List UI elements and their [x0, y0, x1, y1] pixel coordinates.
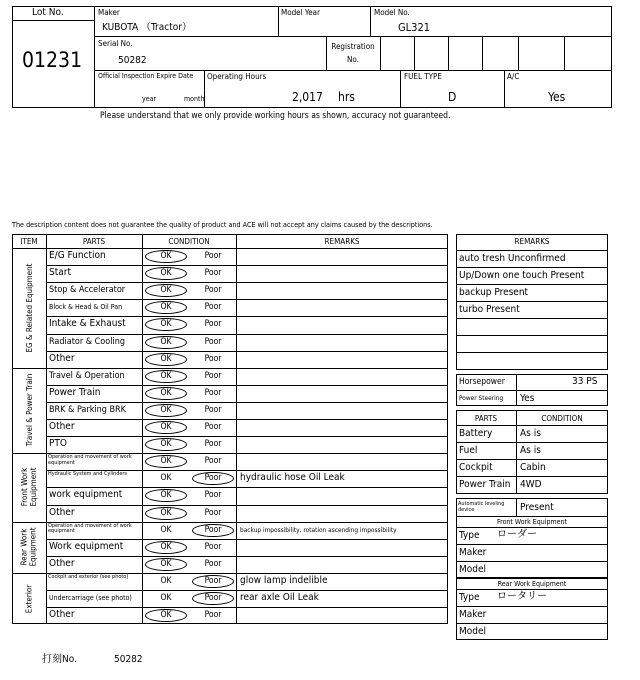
side-part: Power Train — [459, 479, 511, 490]
side-remarks-title: REMARKS — [514, 237, 550, 246]
condition-poor: Poor — [204, 610, 222, 621]
condition-ok: OK — [145, 387, 187, 400]
condition-poor: Poor — [204, 507, 222, 518]
part-label: Cockpit and exterior (see photo) — [48, 573, 129, 580]
col-remarks: REMARKS — [324, 237, 360, 246]
remark-text: rear axle Oil Leak — [240, 592, 319, 603]
item-group-label: Travel & Power Train — [24, 374, 34, 447]
condition-ok: OK — [160, 524, 172, 535]
part-label: Other — [49, 421, 75, 432]
col-condition: CONDITION — [168, 237, 210, 246]
maker-value: KUBOTA （Tractor） — [102, 22, 192, 33]
stamp-value: 50282 — [114, 654, 143, 665]
part-label: PTO — [49, 438, 67, 450]
front-model-label: Model — [459, 564, 487, 575]
side-remark: turbo Present — [459, 304, 520, 315]
part-label: Radiator & Cooling — [49, 336, 125, 347]
col-item: ITEM — [20, 237, 38, 246]
part-label: Power Train — [49, 386, 101, 398]
condition-ok: OK — [145, 353, 187, 366]
condition-poor: Poor — [204, 353, 222, 364]
rear-model-label: Model — [459, 626, 487, 637]
part-label: Operation and movement of work equipment — [48, 522, 132, 535]
condition-ok: OK — [160, 593, 172, 603]
item-group-label: Rear Work Equipment — [19, 527, 38, 567]
condition-ok: OK — [145, 370, 187, 383]
side-remark: backup Present — [459, 287, 529, 298]
condition-poor: Poor — [204, 439, 222, 450]
hours-notice: Please understand that we only provide working hours as shown, accuracy not guaranteed. — [100, 111, 451, 121]
part-label: E/G Function — [49, 250, 106, 261]
horsepower-value: 33 PS — [572, 376, 598, 387]
part-label: Other — [49, 352, 75, 364]
hours-value: 2,017 — [292, 90, 323, 104]
side-part: Battery — [459, 428, 493, 439]
part-label: Intake & Exhaust — [49, 318, 126, 330]
model-no-label: Model No. — [374, 8, 410, 17]
horsepower-label: Horsepower — [459, 377, 505, 387]
side-condition: Cabin — [520, 462, 546, 473]
part-label: BRK & Parking BRK — [49, 404, 126, 415]
part-label: Hydraulic System and Cylinders — [48, 471, 128, 478]
hours-unit: hrs — [338, 90, 355, 104]
condition-ok: OK — [145, 250, 187, 263]
ac-label: A/C — [507, 72, 520, 81]
condition-poor: Poor — [192, 592, 234, 605]
part-label: Stop & Accelerator — [49, 285, 126, 296]
condition-poor: Poor — [204, 319, 222, 330]
condition-poor: Poor — [204, 456, 222, 467]
condition-ok: OK — [145, 404, 187, 417]
maker-label: Maker — [98, 8, 120, 17]
year-label: year — [142, 95, 157, 103]
condition-poor: Poor — [204, 268, 222, 279]
remark-text: hydraulic hose Oil Leak — [240, 472, 345, 484]
inspection-label: Official Inspection Expire Date — [98, 72, 194, 80]
ac-value: Yes — [548, 90, 566, 104]
part-label: Work equipment — [49, 540, 124, 552]
part-label: Block & Head & Oil Pan — [49, 303, 123, 312]
stamp-label: 打刻No. — [42, 654, 77, 665]
condition-poor: Poor — [204, 558, 222, 569]
part-label: Other — [49, 557, 75, 569]
side-condition: As is — [520, 428, 541, 439]
item-group-label: Front Work Equipment — [20, 467, 39, 507]
condition-ok: OK — [145, 318, 187, 331]
condition-ok: OK — [145, 284, 187, 297]
side-remark: auto tresh Unconfirmed — [459, 253, 566, 264]
condition-poor: Poor — [204, 387, 222, 398]
side-parts-label: PARTS — [474, 414, 498, 423]
part-label: Operation and movement of work equipment — [48, 454, 132, 466]
condition-poor: Poor — [204, 370, 222, 381]
condition-ok: OK — [145, 336, 187, 349]
side-condition: 4WD — [520, 479, 542, 490]
remark-text: backup impossibility, rotation ascending impossibility — [240, 525, 397, 534]
serial-label: Serial No. — [98, 39, 133, 48]
condition-ok: OK — [145, 489, 187, 502]
part-label: Other — [49, 506, 75, 518]
side-condition-label: CONDITION — [541, 414, 583, 423]
lot-label: Lot No. — [32, 7, 64, 18]
condition-poor: Poor — [204, 302, 222, 313]
condition-ok: OK — [145, 507, 187, 520]
condition-ok: OK — [145, 301, 187, 314]
part-label: Undercarriage (see photo) — [49, 594, 132, 602]
condition-poor: Poor — [192, 575, 234, 588]
lot-number: 01231 — [22, 48, 83, 72]
condition-poor: Poor — [204, 404, 222, 415]
model-no-value: GL321 — [398, 21, 431, 34]
condition-ok: OK — [160, 575, 172, 586]
side-part: Fuel — [459, 445, 478, 456]
condition-ok: OK — [145, 438, 187, 451]
side-remark: Up/Down one touch Present — [459, 270, 585, 281]
condition-poor: Poor — [204, 422, 222, 432]
rear-type-value: ロータリー — [497, 591, 547, 602]
month-label: month — [184, 95, 205, 103]
item-group-label: Exterior — [24, 584, 34, 613]
condition-poor: Poor — [204, 251, 222, 261]
condition-ok: OK — [145, 421, 187, 434]
remark-text: glow lamp indelible — [240, 574, 328, 586]
registration-label: Registration No. — [331, 42, 375, 64]
front-maker-label: Maker — [459, 547, 487, 558]
fuel-value: D — [448, 90, 457, 104]
condition-poor: Poor — [192, 524, 234, 537]
part-label: work equipment — [49, 489, 123, 501]
condition-ok: OK — [145, 267, 187, 280]
side-condition: As is — [520, 445, 541, 456]
disclaimer: The description content does not guarantee the quality of product and ACE will not accept any claims caused by the descriptions. — [12, 220, 433, 229]
steering-label: Power Steering — [459, 394, 504, 402]
condition-ok: OK — [160, 473, 172, 484]
rear-type-label: Type — [459, 592, 480, 603]
part-label: Travel & Operation — [49, 370, 125, 381]
col-parts: PARTS — [82, 237, 106, 246]
rear-title: Rear Work Equipment — [497, 580, 567, 588]
auto-level-label: Automatic leveling device — [458, 501, 505, 513]
auto-level-value: Present — [520, 502, 554, 513]
front-title: Front Work Equipment — [497, 518, 567, 526]
condition-poor: Poor — [204, 285, 222, 296]
condition-poor: Poor — [204, 336, 222, 347]
condition-poor: Poor — [204, 541, 222, 552]
hours-label: Operating Hours — [207, 72, 267, 81]
model-year-label: Model Year — [281, 8, 321, 17]
condition-ok: OK — [145, 609, 187, 622]
steering-value: Yes — [520, 393, 535, 404]
item-group-label: EG & Related Equipment — [24, 263, 34, 353]
serial-value: 50282 — [118, 55, 147, 66]
part-label: Start — [49, 267, 71, 279]
rear-maker-label: Maker — [459, 609, 487, 620]
side-part: Cockpit — [459, 462, 493, 473]
part-label: Other — [49, 609, 75, 621]
condition-ok: OK — [145, 541, 187, 554]
front-type-value: ローダー — [497, 529, 537, 540]
front-type-label: Type — [459, 530, 480, 541]
condition-poor: Poor — [192, 472, 234, 485]
condition-ok: OK — [145, 558, 187, 571]
condition-ok: OK — [145, 455, 187, 468]
condition-poor: Poor — [204, 490, 222, 501]
fuel-label: FUEL TYPE — [404, 72, 442, 81]
